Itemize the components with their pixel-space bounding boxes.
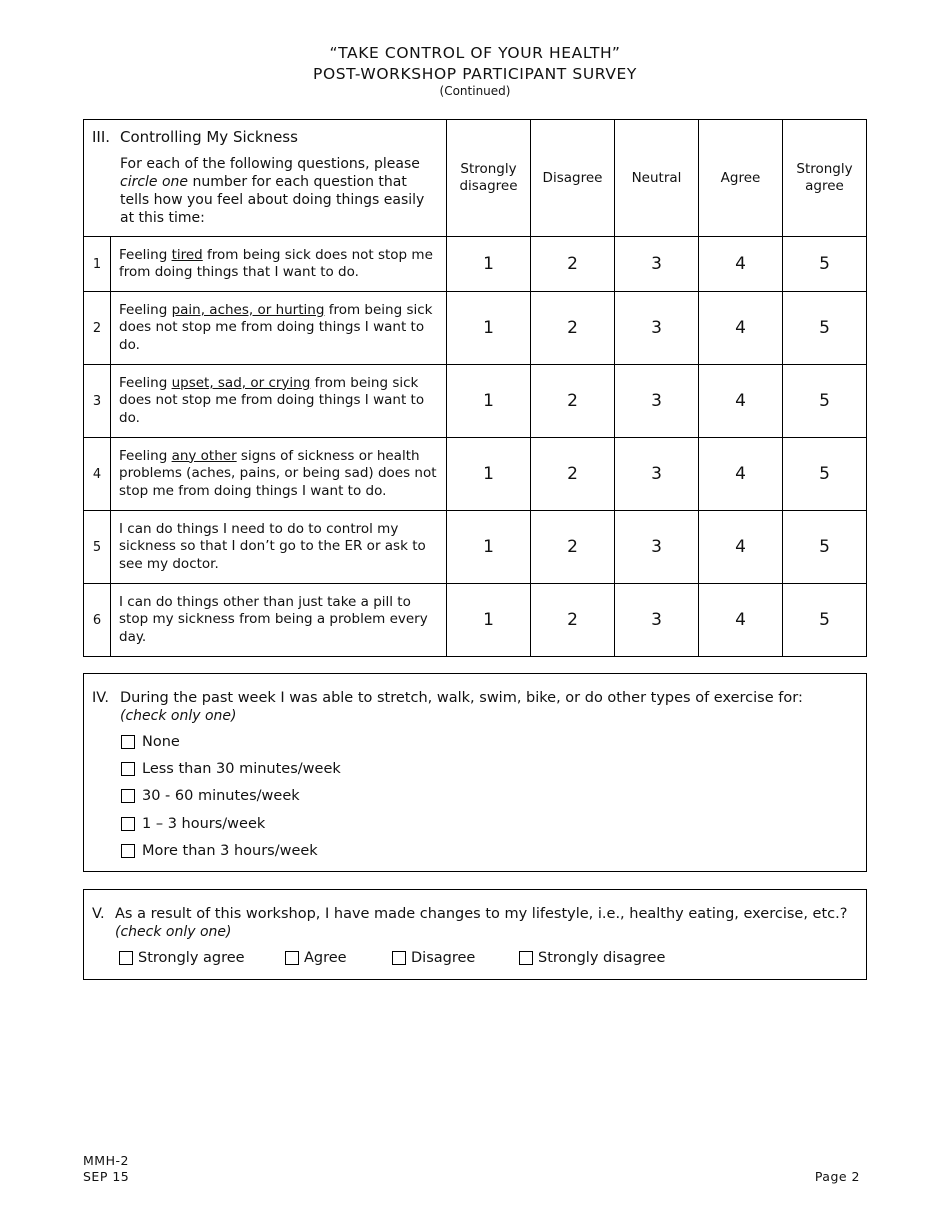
option-header-strongly-agree: Strongly agree — [783, 120, 867, 237]
option-label: Agree — [304, 950, 347, 966]
option-label: None — [142, 734, 180, 750]
checkbox[interactable] — [285, 951, 299, 965]
form-date: SEP 15 — [83, 1169, 130, 1184]
question-number: 4 — [84, 438, 111, 511]
rating-option-5[interactable]: 5 — [783, 584, 867, 657]
section-5-box — [83, 889, 867, 980]
table-row — [84, 237, 867, 292]
option-label: 1 – 3 hours/week — [142, 816, 266, 832]
section-4-question: During the past week I was able to stretch, walk, swim, bike, or do other types of exercise for: — [120, 690, 803, 706]
rating-option-2[interactable]: 2 — [531, 511, 615, 584]
exercise-option[interactable] — [121, 734, 180, 750]
form-subtitle: POST-WORKSHOP PARTICIPANT SURVEY — [313, 65, 637, 83]
rating-option-5[interactable]: 5 — [783, 438, 867, 511]
checkbox[interactable] — [121, 817, 135, 831]
option-header-strongly-disagree: Strongly disagree — [447, 120, 531, 237]
rating-option-2[interactable]: 2 — [531, 438, 615, 511]
option-label: Strongly agree — [138, 950, 245, 966]
rating-option-5[interactable]: 5 — [783, 237, 867, 292]
checkbox[interactable] — [121, 789, 135, 803]
rating-option-1[interactable]: 1 — [447, 365, 531, 438]
rating-option-1[interactable]: 1 — [447, 511, 531, 584]
rating-option-2[interactable]: 2 — [531, 584, 615, 657]
rating-option-4[interactable]: 4 — [699, 237, 783, 292]
section-3-header — [84, 120, 447, 237]
rating-option-1[interactable]: 1 — [447, 237, 531, 292]
section-3-title: Controlling My Sickness — [120, 128, 298, 146]
table-row — [84, 292, 867, 365]
table-row — [84, 511, 867, 584]
checkbox[interactable] — [121, 762, 135, 776]
section-4-numeral: IV. — [92, 690, 109, 706]
table-row — [84, 365, 867, 438]
section-3-numeral: III. — [92, 128, 111, 146]
continued-label: (Continued) — [439, 84, 511, 98]
rating-option-1[interactable]: 1 — [447, 292, 531, 365]
rating-option-5[interactable]: 5 — [783, 511, 867, 584]
rating-option-1[interactable]: 1 — [447, 438, 531, 511]
table-row — [84, 438, 867, 511]
checkbox[interactable] — [121, 735, 135, 749]
question-text: I can do things other than just take a pill to stop my sickness from being a problem every day. — [111, 584, 447, 657]
section-5-instruction: (check only one) — [115, 924, 232, 940]
rating-option-3[interactable]: 3 — [615, 292, 699, 365]
rating-option-5[interactable]: 5 — [783, 365, 867, 438]
lifestyle-option[interactable] — [392, 950, 475, 966]
rating-option-3[interactable]: 3 — [615, 584, 699, 657]
rating-option-3[interactable]: 3 — [615, 438, 699, 511]
option-label: More than 3 hours/week — [142, 843, 318, 859]
question-text: Feeling pain, aches, or hurting from being sick does not stop me from doing things I want to do. — [111, 292, 447, 365]
option-label: Disagree — [411, 950, 476, 966]
rating-option-2[interactable]: 2 — [531, 237, 615, 292]
rating-option-4[interactable]: 4 — [699, 365, 783, 438]
checkbox[interactable] — [392, 951, 406, 965]
checkbox[interactable] — [119, 951, 133, 965]
option-label: 30 - 60 minutes/week — [142, 788, 300, 804]
form-title: “TAKE CONTROL OF YOUR HEALTH” — [329, 44, 621, 62]
rating-option-4[interactable]: 4 — [699, 511, 783, 584]
section-3-instructions: For each of the following questions, please circle one number for each question that tells how you feel about doing things easily at this time: — [120, 156, 425, 226]
exercise-option[interactable] — [121, 816, 265, 832]
option-label: Strongly disagree — [538, 950, 666, 966]
rating-option-2[interactable]: 2 — [531, 365, 615, 438]
rating-option-5[interactable]: 5 — [783, 292, 867, 365]
question-number: 2 — [84, 292, 111, 365]
section-4-box — [83, 673, 867, 872]
rating-option-4[interactable]: 4 — [699, 292, 783, 365]
section-5-numeral: V. — [92, 906, 105, 922]
rating-option-4[interactable]: 4 — [699, 438, 783, 511]
exercise-option[interactable] — [121, 761, 341, 777]
section-5-question: As a result of this workshop, I have made changes to my lifestyle, i.e., healthy eating, exercise, etc.? — [115, 906, 848, 922]
exercise-option[interactable] — [121, 843, 318, 859]
rating-option-3[interactable]: 3 — [615, 511, 699, 584]
checkbox[interactable] — [121, 844, 135, 858]
lifestyle-option[interactable] — [285, 950, 347, 966]
table-row — [84, 584, 867, 657]
rating-option-4[interactable]: 4 — [699, 584, 783, 657]
option-header-neutral: Neutral — [615, 120, 699, 237]
option-header-disagree: Disagree — [531, 120, 615, 237]
question-number: 3 — [84, 365, 111, 438]
question-number: 5 — [84, 511, 111, 584]
lifestyle-option[interactable] — [519, 950, 665, 966]
form-id: MMH-2 — [83, 1153, 129, 1168]
section-4-instruction: (check only one) — [120, 708, 237, 724]
question-text: Feeling any other signs of sickness or health problems (aches, pains, or being sad) does not stop me from doing things I want to do. — [111, 438, 447, 511]
question-text: Feeling upset, sad, or crying from being sick does not stop me from doing things I want to do. — [111, 365, 447, 438]
rating-option-2[interactable]: 2 — [531, 292, 615, 365]
rating-option-3[interactable]: 3 — [615, 365, 699, 438]
question-number: 6 — [84, 584, 111, 657]
exercise-option[interactable] — [121, 788, 300, 804]
section-3-table — [83, 119, 867, 657]
question-text: I can do things I need to do to control my sickness so that I don’t go to the ER or ask to see my doctor. — [111, 511, 447, 584]
option-header-agree: Agree — [699, 120, 783, 237]
page-number: Page 2 — [814, 1169, 860, 1184]
option-label: Less than 30 minutes/week — [142, 761, 341, 777]
question-text: Feeling tired from being sick does not stop me from doing things that I want to do. — [111, 237, 447, 292]
lifestyle-option[interactable] — [119, 950, 245, 966]
section-3-header-row — [84, 120, 867, 237]
checkbox[interactable] — [519, 951, 533, 965]
rating-option-3[interactable]: 3 — [615, 237, 699, 292]
rating-option-1[interactable]: 1 — [447, 584, 531, 657]
question-number: 1 — [84, 237, 111, 292]
